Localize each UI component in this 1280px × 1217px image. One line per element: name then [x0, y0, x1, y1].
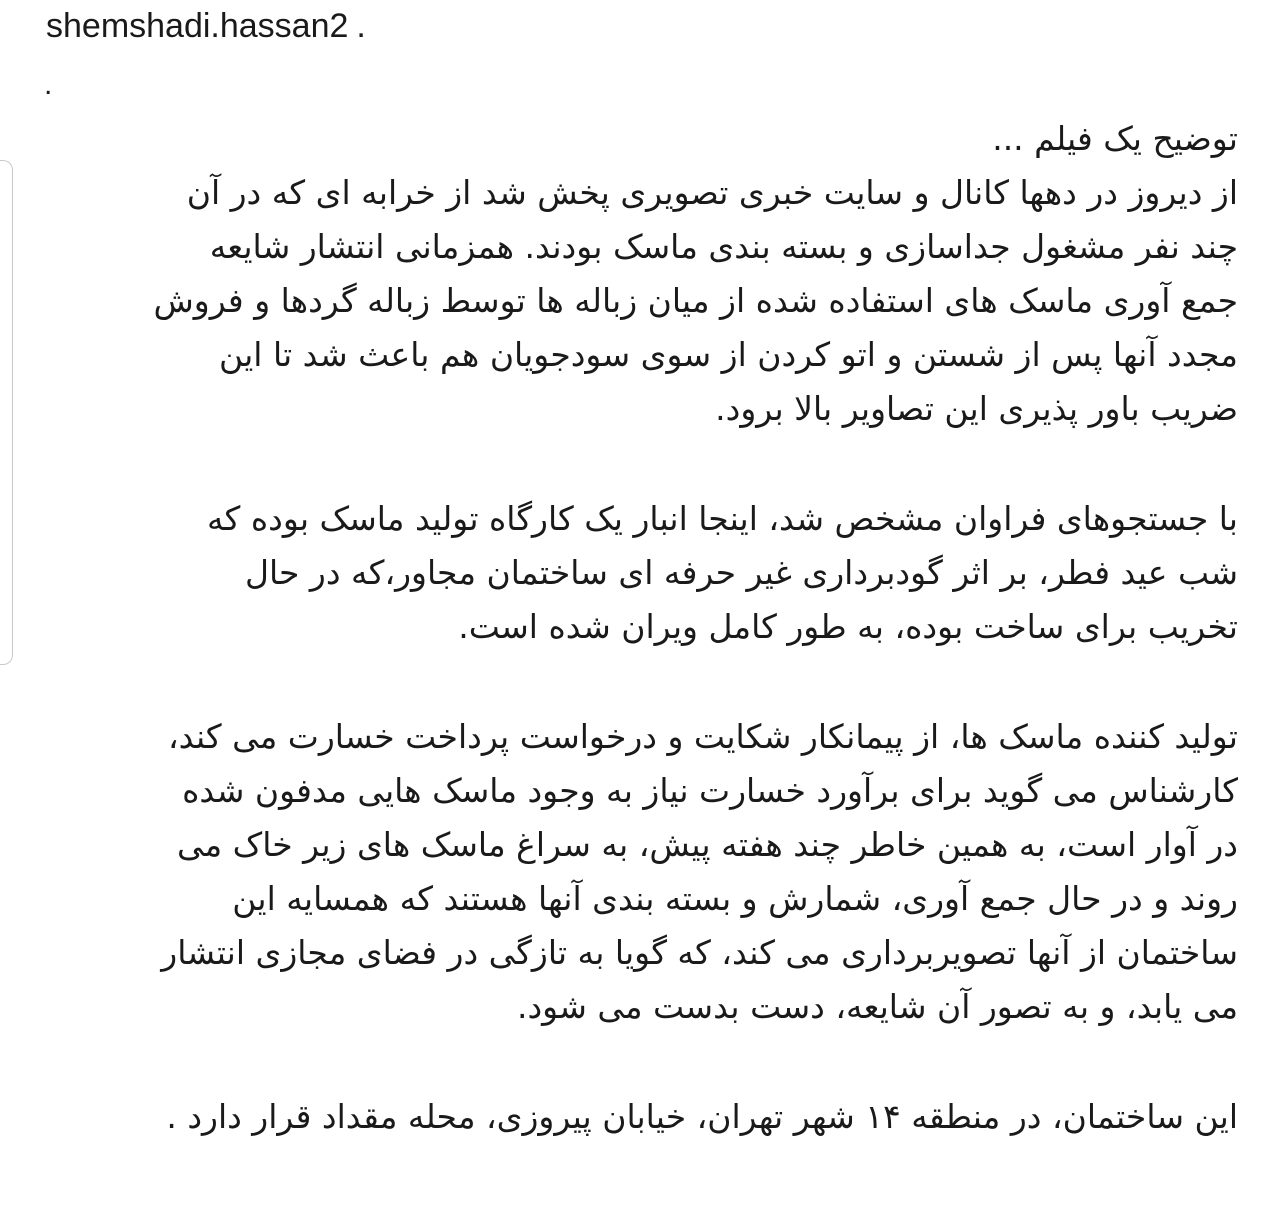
caption-line: توضیح یک فیلم ... [992, 119, 1238, 158]
caption-paragraph-2 [40, 492, 1238, 654]
caption-line: کارشناس می گوید برای برآورد خسارت نیاز به وجود ماسک هایی مدفون شده [182, 771, 1238, 810]
caption-paragraph-1 [40, 112, 1238, 436]
caption-line: روند و در حال جمع آوری، شمارش و بسته بندی آنها هستند که همسایه این [232, 879, 1238, 918]
separator-dot: . [44, 68, 53, 101]
caption-line: می یابد، و به تصور آن شایعه، دست بدست می شود. [516, 987, 1238, 1026]
caption-line: چند نفر مشغول جداسازی و بسته بندی ماسک بودند. همزمانی انتشار شایعه [209, 227, 1238, 266]
caption-line: تولید کننده ماسک ها، از پیمانکار شکایت و درخواست پرداخت خسارت می کند، [167, 717, 1238, 756]
scroll-indicator[interactable] [0, 160, 13, 665]
caption-line: شب عید فطر، بر اثر گودبرداری غیر حرفه ای ساختمان مجاور،که در حال [245, 553, 1238, 592]
caption-line: مجدد آنها پس از شستن و اتو کردن از سوی سودجویان هم باعث شد تا این [218, 335, 1238, 374]
username-suffix: . [356, 7, 366, 45]
caption-paragraph-4 [40, 1090, 1238, 1144]
post-header [46, 6, 366, 46]
caption-line: در آوار است، به همین خاطر چند هفته پیش، به سراغ ماسک های زیر خاک می [176, 825, 1238, 864]
caption-line: ضریب باور پذیری این تصاویر بالا برود. [715, 389, 1238, 428]
caption-line: تخریب برای ساخت بوده، به طور کامل ویران شده است. [458, 607, 1238, 646]
username-link[interactable]: shemshadi.hassan2 [46, 7, 349, 45]
caption-line: این ساختمان، در منطقه ۱۴ شهر تهران، خیابان پیروزی، محله مقداد قرار دارد . [166, 1097, 1238, 1136]
caption-line: جمع آوری ماسک های استفاده شده از میان زباله ها توسط زباله گردها و فروش [153, 281, 1238, 320]
paragraph-gap [40, 1034, 1238, 1090]
caption-line: با جستجوهای فراوان مشخص شد، اینجا انبار یک کارگاه تولید ماسک بوده که [206, 499, 1238, 538]
caption-line: از دیروز در دهها کانال و سایت خبری تصویری پخش شد از خرابه ای که در آن [186, 173, 1238, 212]
caption-paragraph-3 [40, 710, 1238, 1034]
post-caption [40, 112, 1238, 1144]
paragraph-gap [40, 654, 1238, 710]
caption-line: ساختمان از آنها تصویربرداری می کند، که گویا به تازگی در فضای مجازی انتشار [161, 933, 1238, 972]
paragraph-gap [40, 436, 1238, 492]
